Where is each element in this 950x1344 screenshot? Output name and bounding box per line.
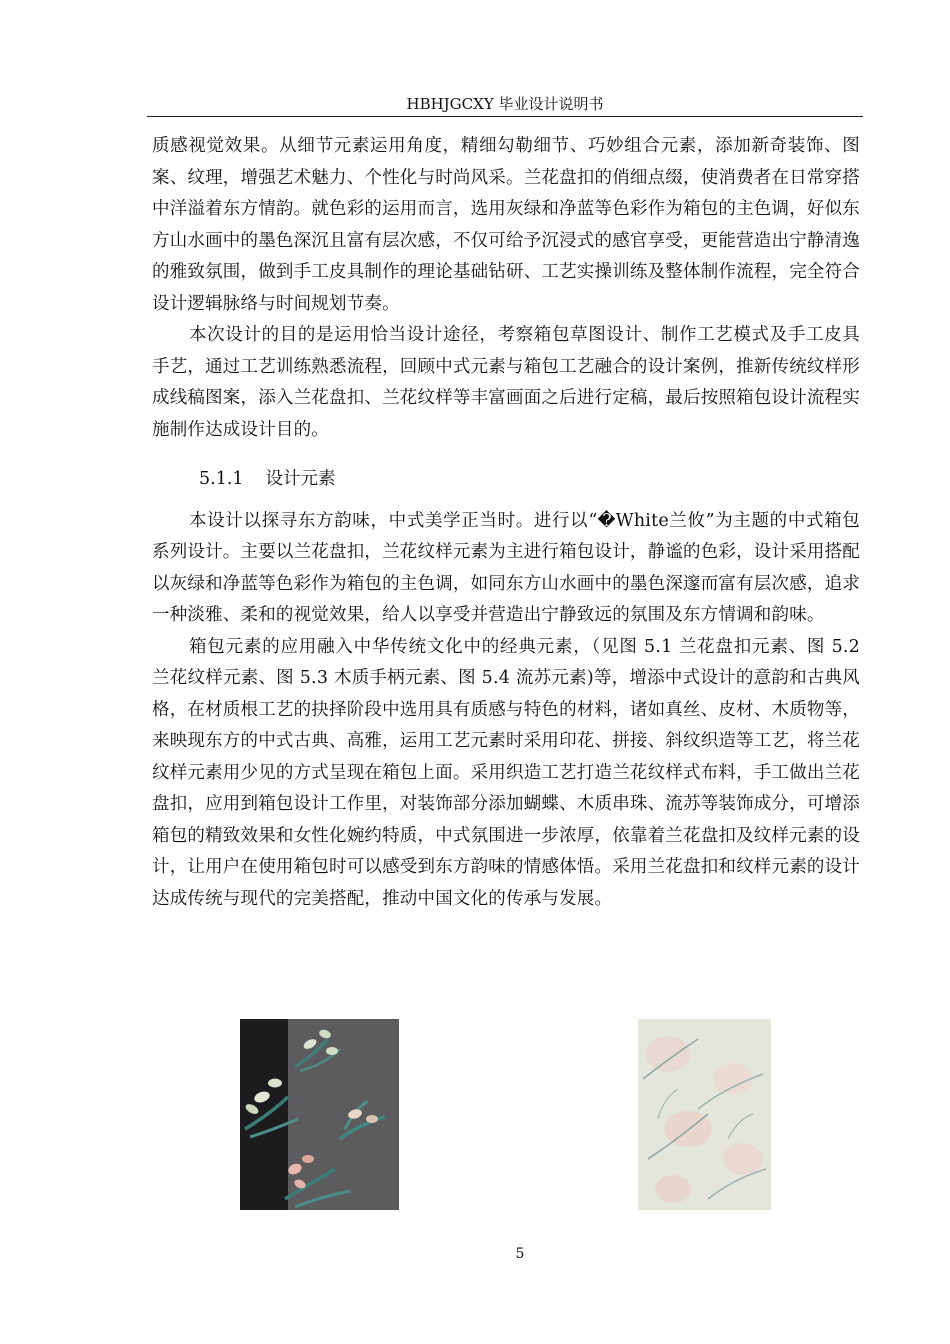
section-heading <box>152 464 860 496</box>
paragraph-design-theme: 本设计以探寻东方韵味，中式美学正当时。进行以“�White兰攸”为主题的中式箱包系列设计。主要以兰花盘扣，兰花纹样元素为主进行箱包设计，静谧的色彩，设计采用搭配以灰绿和净蓝等色彩作为箱包的主色调，如同东方山水画中的墨色深邃而富有层次感，追求一种淡雅、柔和的视觉效果，给人以享受并营造出宁静致远的氛围及东方情调和韵味。 <box>152 510 860 625</box>
body-text <box>152 131 860 915</box>
page-header: HBHJGCXY 毕业设计说明书 <box>406 95 604 113</box>
section-title: 设计元素 <box>265 469 336 489</box>
header-rule <box>147 116 863 117</box>
paragraph-bag-elements: 箱包元素的应用融入中华传统文化中的经典元素，（见图 5.1 兰花盘扣元素、图 5.2 兰花纹样元素、图 5.3 木质手柄元素、图 5.4 流苏元素)等，增添中式设计的意韵和古典风格，在材质根工艺的抉择阶段中选用具有质感与特色的材料，诸如真丝、皮材、木质物等，来映现东方的中式古典、高雅，运用工艺元素时采用印花、拼接、斜纹织造等工艺，将兰花纹样元素用少见的方式呈现在箱包上面。采用织造工艺打造兰花纹样式布料，手工做出兰花盘扣，应用到箱包设计工作里，对装饰部分添加蝴蝶、木质串珠、流苏等装饰成分，可增添箱包的精致效果和女性化婉约特质，中式氛围进一步浓厚，依靠着兰花盘扣及纹样元素的设计，让用户在使用箱包时可以感受到东方韵味的情感体悟。采用兰花盘扣和纹样元素的设计达成传统与现代的完美搭配，推动中国文化的传承与发展。 <box>152 636 860 909</box>
orchid-button-photo <box>240 1019 399 1210</box>
page-number: 5 <box>515 1246 525 1262</box>
paragraph-design-purpose: 本次设计的目的是运用恰当设计途径，考察箱包草图设计、制作工艺模式及手工皮具手艺，通过工艺训练熟悉流程，回顾中式元素与箱包工艺融合的设计案例，推新传统纹样形成线稿图案，添入兰花盘扣、兰花纹样等丰富画面之后进行定稿，最后按照箱包设计流程实施制作达成设计目的。 <box>152 325 860 440</box>
section-number: 5.1.1 <box>199 469 244 489</box>
orchid-pattern-fabric-image <box>638 1019 771 1210</box>
paragraph-continuation: 质感视觉效果。从细节元素运用角度，精细勾勒细节、巧妙组合元素，添加新奇装饰、图案、纹理，增强艺术魅力、个性化与时尚风采。兰花盘扣的俏细点缀，使消费者在日常穿搭中洋溢着东方情韵。就色彩的运用而言，选用灰绿和净蓝等色彩作为箱包的主色调，好似东方山水画中的墨色深沉且富有层次感，不仅可给予沉浸式的感官享受，更能营造出宁静清逸的雅致氛围，做到手工皮具制作的理论基础钻研、工艺实操训练及整体制作流程，完全符合设计逻辑脉络与时间规划节奏。 <box>152 136 860 314</box>
